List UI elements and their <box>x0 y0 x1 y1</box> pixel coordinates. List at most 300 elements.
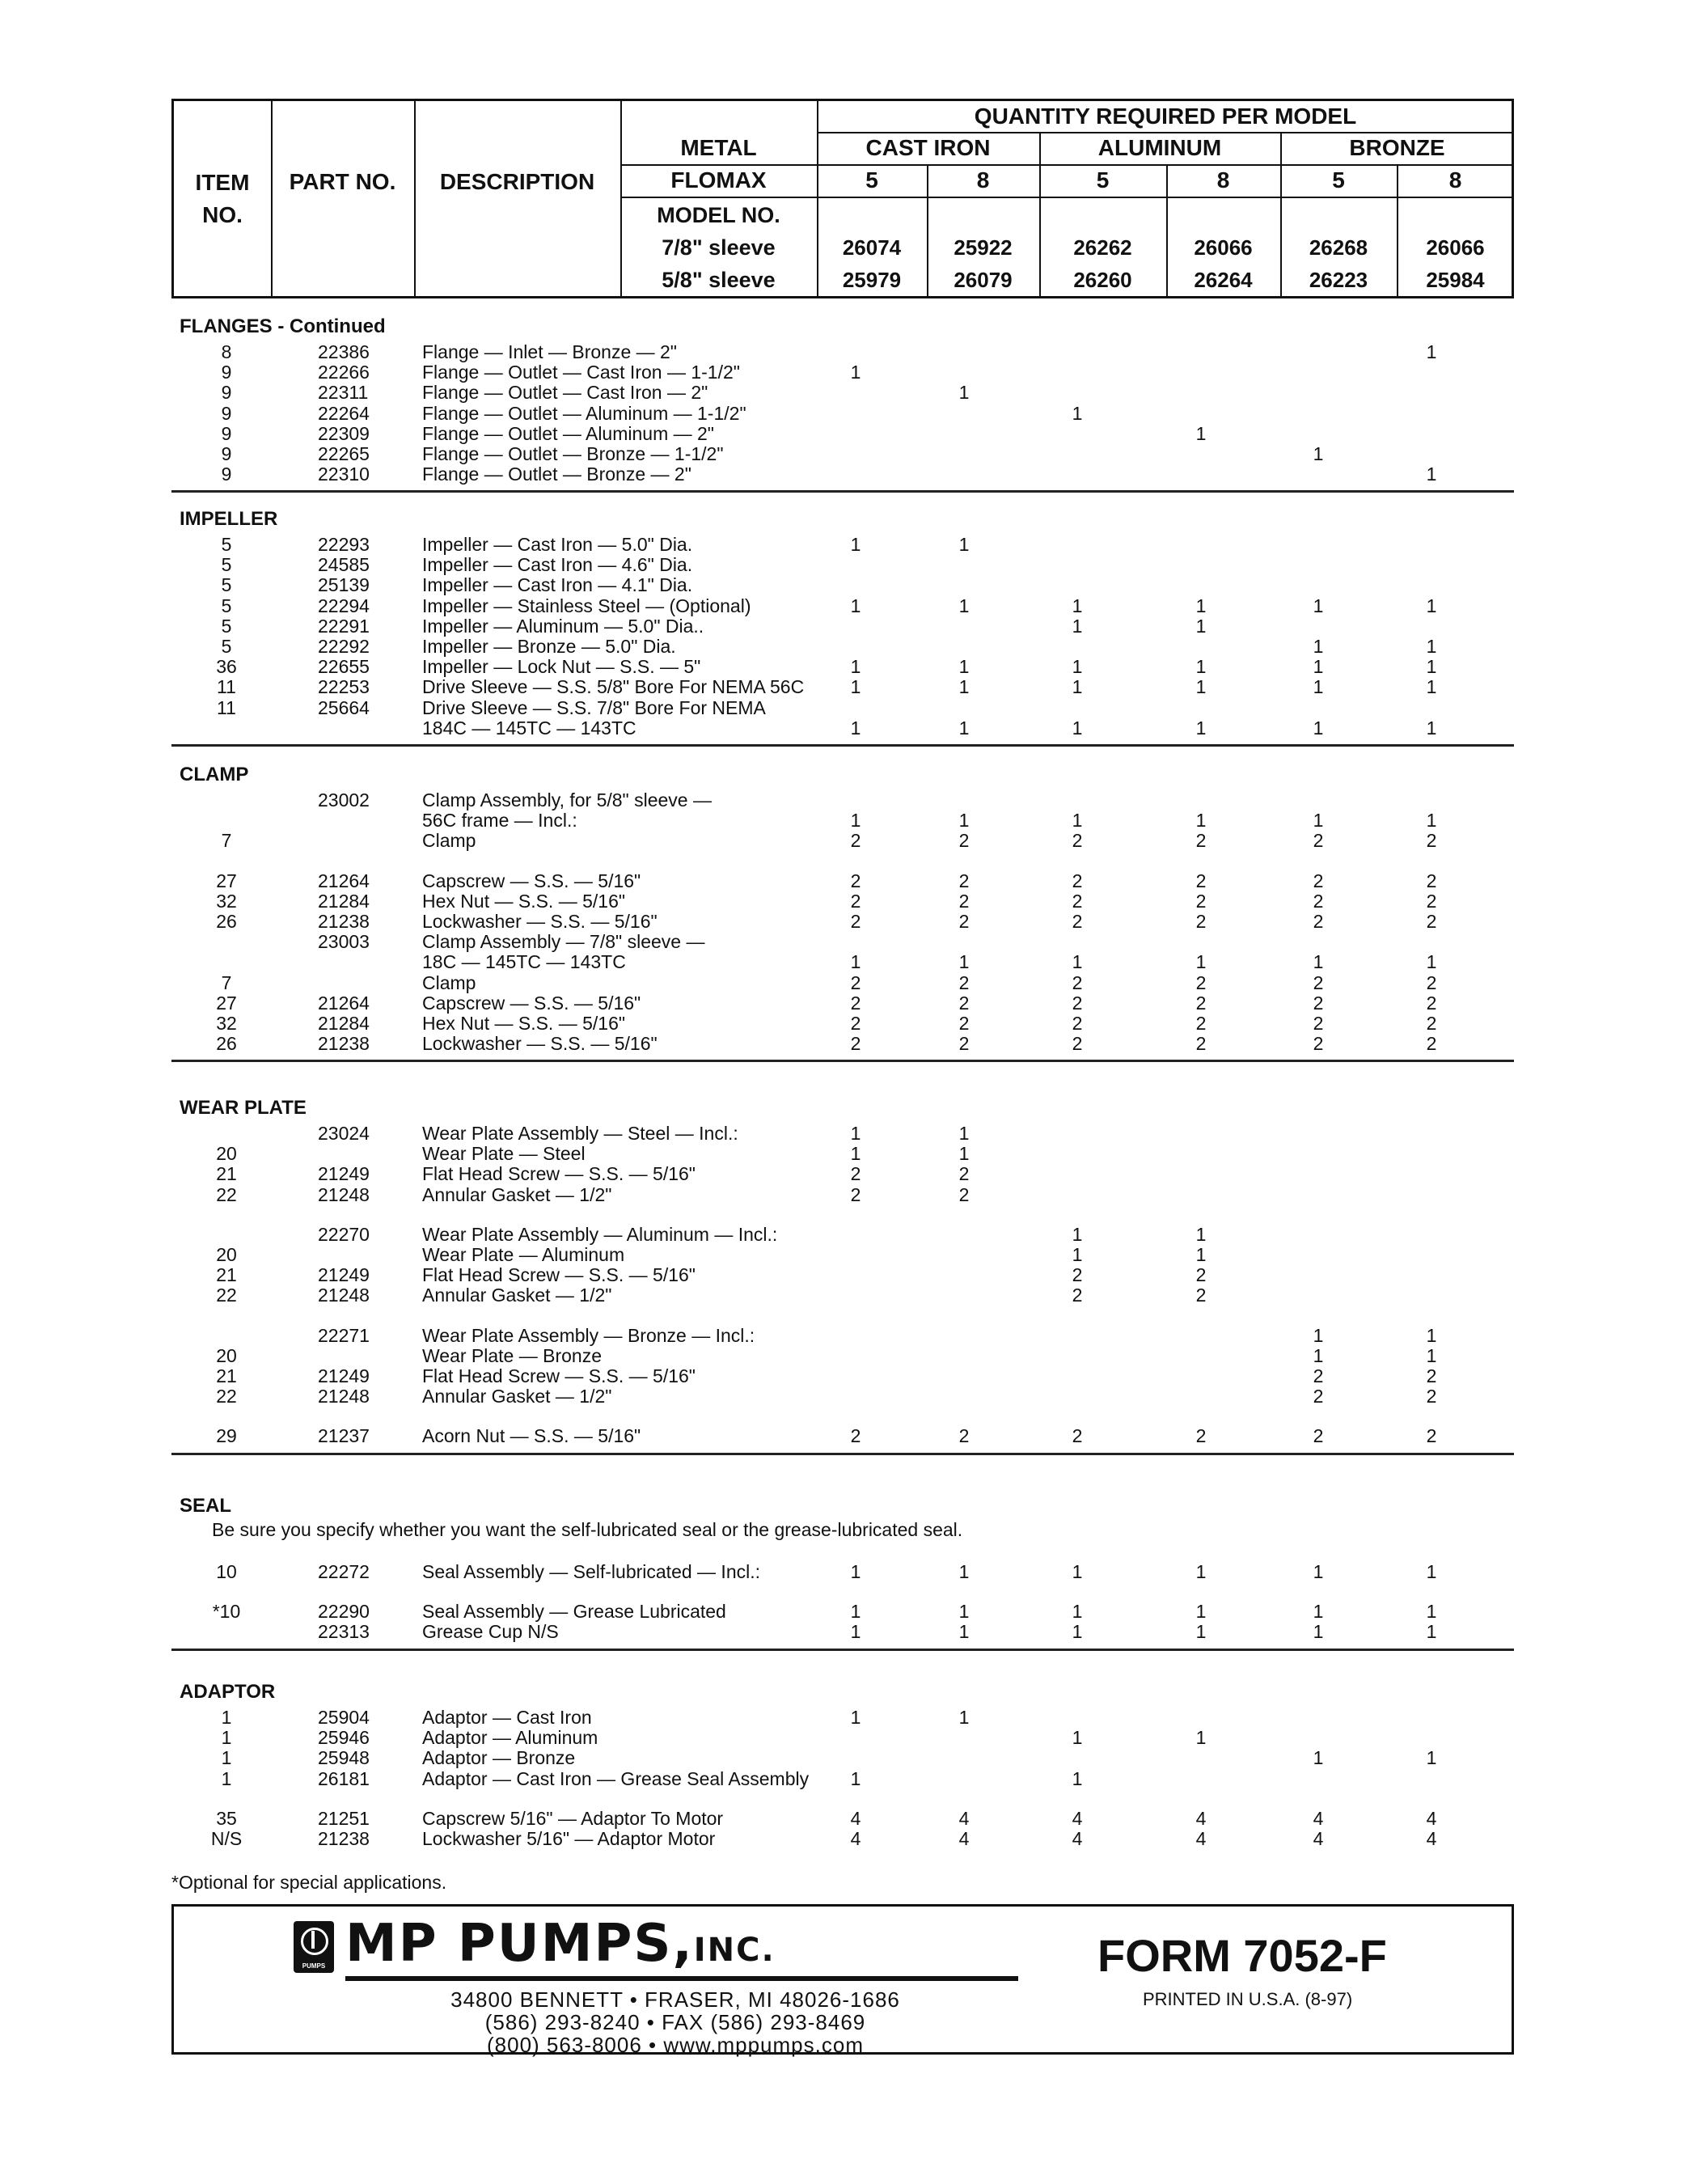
section-divider <box>171 1649 1514 1651</box>
quantity-cell: 1 <box>850 1123 861 1144</box>
description-cell: Clamp Assembly, for 5/8" sleeve — <box>422 789 712 811</box>
description-cell: Adaptor — Cast Iron <box>422 1707 592 1728</box>
quantity-cell: 1 <box>1195 595 1207 616</box>
quantity-cell: 1 <box>1072 1727 1083 1749</box>
section-divider <box>171 744 1514 747</box>
description-cell: Drive Sleeve — S.S. 7/8" Bore For NEMA <box>422 696 766 718</box>
quantity-cell: 2 <box>1313 870 1324 891</box>
part-no-cell: 23002 <box>318 789 370 811</box>
model-78: 26066 <box>1194 235 1253 260</box>
quantity-cell: 2 <box>1072 1285 1083 1306</box>
part-no-cell: 22655 <box>318 656 370 678</box>
part-no-cell: 24585 <box>318 554 370 576</box>
table-row <box>0 382 1683 403</box>
item-no-cell: 5 <box>221 615 232 637</box>
part-no-cell: 22265 <box>318 443 370 464</box>
description-cell: Flange — Outlet — Cast Iron — 2" <box>422 382 708 404</box>
quantity-cell: 2 <box>1072 911 1083 932</box>
table-row <box>0 636 1683 657</box>
quantity-cell: 1 <box>1313 1324 1324 1346</box>
description-cell: Clamp <box>422 830 476 852</box>
item-no-cell: 5 <box>221 554 232 576</box>
table-row <box>0 951 1683 972</box>
table-row <box>0 1123 1683 1144</box>
quantity-cell: 2 <box>1195 830 1207 852</box>
description-cell: Wear Plate Assembly — Bronze — Incl.: <box>422 1324 755 1346</box>
flomax-value: 5 <box>1096 167 1110 193</box>
table-row <box>0 1601 1683 1622</box>
quantity-cell: 2 <box>1313 1033 1324 1055</box>
quantity-cell: 2 <box>850 971 861 993</box>
part-no-cell: 21249 <box>318 1163 370 1185</box>
quantity-cell: 1 <box>1072 810 1083 832</box>
quantity-cell: 1 <box>1072 1621 1083 1643</box>
quantity-cell: 1 <box>958 1621 970 1643</box>
section-divider <box>171 490 1514 493</box>
description-cell: Wear Plate — Aluminum <box>422 1244 625 1265</box>
table-row <box>0 717 1683 739</box>
item-no-cell: 7 <box>221 830 232 852</box>
quantity-cell: 1 <box>850 1707 861 1728</box>
quantity-cell: 1 <box>1195 1727 1207 1749</box>
table-row <box>0 676 1683 697</box>
model-78: 25922 <box>954 235 1013 260</box>
quantity-cell: 2 <box>1426 1365 1437 1386</box>
description-cell: Clamp Assembly — 7/8" sleeve — <box>422 931 705 953</box>
part-no-cell: 21249 <box>318 1365 370 1386</box>
part-no-cell: 22290 <box>318 1601 370 1623</box>
quantity-cell: 1 <box>1313 656 1324 678</box>
quantity-cell: 1 <box>958 676 970 698</box>
part-no-cell: 21237 <box>318 1425 370 1447</box>
item-no-cell: 9 <box>221 422 232 444</box>
quantity-cell: 1 <box>1426 656 1437 678</box>
quantity-cell: 1 <box>850 951 861 973</box>
quantity-cell: 2 <box>1072 1264 1083 1286</box>
part-no-cell: 22313 <box>318 1621 370 1643</box>
quantity-cell: 2 <box>958 992 970 1014</box>
item-no-cell: 22 <box>216 1386 237 1407</box>
item-no-cell: 35 <box>216 1807 237 1829</box>
quantity-cell: 1 <box>1313 951 1324 973</box>
table-row <box>0 891 1683 912</box>
table-row <box>0 616 1683 637</box>
part-no-cell: 22293 <box>318 534 370 555</box>
quantity-cell: 1 <box>1195 951 1207 973</box>
item-no-cell: N/S <box>210 1828 243 1849</box>
quantity-cell: 4 <box>1072 1807 1083 1829</box>
flomax-value: 5 <box>1332 167 1345 193</box>
quantity-cell: 2 <box>850 1163 861 1185</box>
item-no-cell: 9 <box>221 443 232 464</box>
quantity-cell: 4 <box>850 1807 861 1829</box>
item-no-cell: 21 <box>216 1163 237 1185</box>
quantity-cell: 1 <box>1426 1601 1437 1623</box>
quantity-cell: 1 <box>850 1621 861 1643</box>
section-title: IMPELLER <box>180 508 278 530</box>
flomax-value: 5 <box>865 167 878 193</box>
flomax-value: 8 <box>976 167 990 193</box>
quantity-cell: 2 <box>1313 890 1324 912</box>
quantity-cell: 2 <box>850 1183 861 1205</box>
quantity-cell: 2 <box>1313 1386 1324 1407</box>
item-no-cell: 20 <box>216 1143 237 1165</box>
quantity-cell: 4 <box>1313 1828 1324 1849</box>
quantity-cell: 1 <box>1072 1223 1083 1245</box>
quantity-cell: 2 <box>958 870 970 891</box>
quantity-cell: 2 <box>850 890 861 912</box>
section-title: ADAPTOR <box>180 1681 276 1703</box>
quantity-cell: 1 <box>1072 1244 1083 1265</box>
quantity-cell: 1 <box>1195 717 1207 739</box>
sleeve-58-label: 5/8" sleeve <box>662 268 776 292</box>
item-no-cell: 9 <box>221 402 232 424</box>
part-no-cell: 21249 <box>318 1264 370 1286</box>
item-no-cell: 1 <box>221 1767 232 1789</box>
quantity-cell: 2 <box>958 1183 970 1205</box>
item-no-cell: 29 <box>216 1425 237 1447</box>
quantity-cell: 4 <box>1313 1807 1324 1829</box>
table-row <box>0 830 1683 851</box>
quantity-cell: 1 <box>1313 717 1324 739</box>
quantity-cell: 2 <box>1313 911 1324 932</box>
description-cell: Impeller — Lock Nut — S.S. — 5" <box>422 656 701 678</box>
quantity-cell: 2 <box>958 1163 970 1185</box>
section-title: SEAL <box>180 1495 232 1517</box>
quantity-cell: 1 <box>1426 1344 1437 1366</box>
quantity-cell: 1 <box>958 1561 970 1582</box>
quantity-cell: 1 <box>1313 595 1324 616</box>
part-no-cell: 22292 <box>318 636 370 657</box>
item-no-cell: 32 <box>216 1013 237 1034</box>
quantity-cell: 2 <box>1195 890 1207 912</box>
company-address: 34800 BENNETT • FRASER, MI 48026-1686 <box>450 1987 900 2012</box>
table-row <box>0 1621 1683 1642</box>
model-78: 26074 <box>842 235 902 260</box>
quantity-cell: 1 <box>958 1707 970 1728</box>
quantity-cell: 4 <box>1426 1828 1437 1849</box>
quantity-cell: 2 <box>1195 1285 1207 1306</box>
quantity-cell: 1 <box>1426 717 1437 739</box>
quantity-cell: 2 <box>1426 911 1437 932</box>
table-row <box>0 1808 1683 1829</box>
description-cell: 56C frame — Incl.: <box>422 810 577 832</box>
quantity-cell: 2 <box>1313 830 1324 852</box>
item-no-cell: 8 <box>221 341 232 362</box>
quantity-cell: 1 <box>1426 1747 1437 1769</box>
quantity-cell: 4 <box>1426 1807 1437 1829</box>
description-cell: Flange — Outlet — Cast Iron — 1-1/2" <box>422 362 740 383</box>
table-row <box>0 972 1683 993</box>
item-no-cell: *10 <box>212 1601 241 1623</box>
quantity-cell: 2 <box>1426 830 1437 852</box>
description-cell: Flat Head Screw — S.S. — 5/16" <box>422 1163 696 1185</box>
item-no-cell: 5 <box>221 636 232 657</box>
quantity-cell: 2 <box>958 971 970 993</box>
quantity-cell: 1 <box>850 362 861 383</box>
metal-label: METAL <box>680 135 757 160</box>
item-no-cell: 26 <box>216 1033 237 1055</box>
part-no-cell: 21264 <box>318 870 370 891</box>
section-note: Be sure you specify whether you want the self-lubricated seal or the grease-lubricated seal. <box>212 1519 963 1540</box>
quantity-cell: 4 <box>850 1828 861 1849</box>
quantity-cell: 1 <box>958 717 970 739</box>
description-cell: Flange — Outlet — Aluminum — 2" <box>422 422 714 444</box>
quantity-cell: 1 <box>1426 636 1437 657</box>
quantity-cell: 2 <box>1426 870 1437 891</box>
part-no-cell: 22310 <box>318 463 370 485</box>
part-no-cell: 21248 <box>318 1183 370 1205</box>
table-row <box>0 931 1683 952</box>
description-cell: Lockwasher 5/16" — Adaptor Motor <box>422 1828 716 1849</box>
flomax-label: FLOMAX <box>670 167 767 193</box>
quantity-cell: 1 <box>1072 1561 1083 1582</box>
part-no-cell: 25948 <box>318 1747 370 1769</box>
item-no-cell: 11 <box>217 676 236 698</box>
table-row <box>0 1386 1683 1407</box>
item-no-cell: 22 <box>216 1183 237 1205</box>
table-row <box>0 1285 1683 1306</box>
part-no-cell: 21238 <box>318 911 370 932</box>
quantity-cell: 1 <box>1195 1561 1207 1582</box>
quantity-cell: 1 <box>1313 676 1324 698</box>
part-no-cell: 22266 <box>318 362 370 383</box>
table-row <box>0 1768 1683 1789</box>
table-row <box>0 789 1683 811</box>
quantity-cell: 4 <box>1195 1807 1207 1829</box>
section-divider <box>171 1060 1514 1062</box>
description-cell: Impeller — Cast Iron — 4.6" Dia. <box>422 554 693 576</box>
table-row <box>0 1747 1683 1768</box>
part-no-cell: 23024 <box>318 1123 370 1144</box>
table-row <box>0 1727 1683 1748</box>
company-toll-web: (800) 563-8006 • www.mppumps.com <box>487 2033 864 2057</box>
quantity-cell: 1 <box>1426 676 1437 698</box>
quantity-cell: 1 <box>958 656 970 678</box>
part-no-cell: 21251 <box>318 1807 370 1829</box>
header-table <box>171 99 1514 298</box>
quantity-cell: 1 <box>1195 1223 1207 1245</box>
section-title: FLANGES - Continued <box>180 315 386 337</box>
quantity-cell: 1 <box>1195 615 1207 637</box>
quantity-cell: 1 <box>850 1143 861 1165</box>
quantity-cell: 1 <box>850 717 861 739</box>
part-no-cell: 21238 <box>318 1033 370 1055</box>
part-no-cell: 21248 <box>318 1285 370 1306</box>
quantity-cell: 2 <box>1195 1425 1207 1447</box>
description-cell: Impeller — Aluminum — 5.0" Dia.. <box>422 615 704 637</box>
quantity-cell: 2 <box>1313 1365 1324 1386</box>
item-no-cell: 27 <box>216 870 237 891</box>
table-row <box>0 1184 1683 1205</box>
quantity-cell: 2 <box>1072 890 1083 912</box>
quantity-cell: 2 <box>1072 992 1083 1014</box>
quantity-cell: 1 <box>1426 1324 1437 1346</box>
description-cell: Annular Gasket — 1/2" <box>422 1183 612 1205</box>
table-row <box>0 697 1683 718</box>
part-no-cell: 21284 <box>318 1013 370 1034</box>
description-cell: Seal Assembly — Grease Lubricated <box>422 1601 726 1623</box>
quantity-cell: 2 <box>1313 992 1324 1014</box>
quantity-cell: 1 <box>958 534 970 555</box>
company-logo-text: MP PUMPS,INC. <box>345 1914 776 1974</box>
description-cell: Flange — Outlet — Aluminum — 1-1/2" <box>422 402 746 424</box>
model-no-label: MODEL NO. <box>657 203 780 227</box>
model-58: 26223 <box>1309 268 1368 292</box>
part-no-cell: 22272 <box>318 1561 370 1582</box>
quantity-cell: 2 <box>1072 1033 1083 1055</box>
table-row <box>0 423 1683 444</box>
quantity-cell: 2 <box>1426 1386 1437 1407</box>
quantity-cell: 1 <box>1195 1621 1207 1643</box>
item-no-cell: 27 <box>216 992 237 1014</box>
quantity-cell: 2 <box>1426 890 1437 912</box>
part-no-cell: 21264 <box>318 992 370 1014</box>
quantity-cell: 1 <box>850 1767 861 1789</box>
flomax-value: 8 <box>1448 167 1462 193</box>
metal-cast-iron: CAST IRON <box>865 135 991 160</box>
description-cell: Flange — Outlet — Bronze — 2" <box>422 463 691 485</box>
quantity-cell: 2 <box>1072 1013 1083 1034</box>
table-row <box>0 810 1683 831</box>
quantity-cell: 2 <box>850 911 861 932</box>
quantity-cell: 1 <box>1426 951 1437 973</box>
quantity-cell: 1 <box>958 1143 970 1165</box>
metal-aluminum: ALUMINUM <box>1097 135 1222 160</box>
quantity-cell: 1 <box>958 382 970 404</box>
table-row <box>0 574 1683 595</box>
quantity-cell: 2 <box>850 1013 861 1034</box>
item-no-cell: 32 <box>216 890 237 912</box>
part-no-cell: 25946 <box>318 1727 370 1749</box>
table-row <box>0 534 1683 555</box>
section-title: WEAR PLATE <box>180 1097 307 1119</box>
quantity-cell: 4 <box>958 1807 970 1829</box>
quantity-cell: 1 <box>958 951 970 973</box>
quantity-cell: 1 <box>1195 422 1207 444</box>
quantity-cell: 2 <box>1195 971 1207 993</box>
part-no-cell: 26181 <box>318 1767 370 1789</box>
quantity-cell: 1 <box>1072 595 1083 616</box>
quantity-cell: 1 <box>1072 656 1083 678</box>
quantity-cell: 2 <box>958 830 970 852</box>
footnote: *Optional for special applications. <box>171 1872 447 1893</box>
part-no-cell: 22264 <box>318 402 370 424</box>
description-cell: Flange — Inlet — Bronze — 2" <box>422 341 677 362</box>
description-cell: Wear Plate Assembly — Steel — Incl.: <box>422 1123 738 1144</box>
quantity-cell: 1 <box>958 810 970 832</box>
description-cell: Wear Plate Assembly — Aluminum — Incl.: <box>422 1223 778 1245</box>
part-no-cell: 25904 <box>318 1707 370 1728</box>
item-no-cell: 7 <box>221 971 232 993</box>
description-cell: Lockwasher — S.S. — 5/16" <box>422 911 658 932</box>
description-cell: Wear Plate — Bronze <box>422 1344 603 1366</box>
description-cell: Adaptor — Bronze <box>422 1747 576 1769</box>
table-row <box>0 1264 1683 1285</box>
quantity-cell: 2 <box>1313 1013 1324 1034</box>
quantity-cell: 1 <box>1426 1561 1437 1582</box>
table-row <box>0 1244 1683 1265</box>
quantity-cell: 2 <box>1195 870 1207 891</box>
table-row <box>0 1425 1683 1446</box>
item-no-cell: 10 <box>216 1561 237 1582</box>
description-cell: Impeller — Cast Iron — 5.0" Dia. <box>422 534 693 555</box>
quantity-cell: 1 <box>1072 717 1083 739</box>
part-no-cell: 22386 <box>318 341 370 362</box>
part-no-header: PART NO. <box>289 169 396 194</box>
item-no-cell: 20 <box>216 1244 237 1265</box>
table-row <box>0 1033 1683 1054</box>
quantity-cell: 2 <box>1072 971 1083 993</box>
quantity-cell: 2 <box>1313 1425 1324 1447</box>
quantity-cell: 1 <box>1195 810 1207 832</box>
table-row <box>0 403 1683 424</box>
description-cell: Impeller — Cast Iron — 4.1" Dia. <box>422 574 693 596</box>
quantity-cell: 2 <box>850 1033 861 1055</box>
table-row <box>0 1013 1683 1034</box>
quantity-cell: 1 <box>1195 656 1207 678</box>
quantity-cell: 2 <box>1195 992 1207 1014</box>
description-cell: Flat Head Screw — S.S. — 5/16" <box>422 1365 696 1386</box>
description-cell: Drive Sleeve — S.S. 5/8" Bore For NEMA 56C <box>422 676 805 698</box>
item-no-header: ITEM NO. <box>195 170 250 227</box>
item-no-cell: 11 <box>217 696 236 718</box>
quantity-cell: 1 <box>850 656 861 678</box>
quantity-cell: 2 <box>1426 1425 1437 1447</box>
description-cell: Hex Nut — S.S. — 5/16" <box>422 1013 626 1034</box>
quantity-cell: 1 <box>1313 1344 1324 1366</box>
part-no-cell: 25139 <box>318 574 370 596</box>
quantity-cell: 1 <box>1426 341 1437 362</box>
description-cell: 18C — 145TC — 143TC <box>422 951 626 973</box>
table-row <box>0 1163 1683 1184</box>
quantity-cell: 2 <box>1313 971 1324 993</box>
quantity-cell: 1 <box>850 1561 861 1582</box>
description-header: DESCRIPTION <box>439 169 595 194</box>
quantity-cell: 1 <box>1313 1561 1324 1582</box>
quantity-cell: 2 <box>850 1425 861 1447</box>
description-cell: Wear Plate — Steel <box>422 1143 586 1165</box>
quantity-cell: 1 <box>1072 951 1083 973</box>
mp-logo-icon: PUMPS <box>294 1921 334 1973</box>
model-78: 26262 <box>1073 235 1132 260</box>
part-no-cell: 21248 <box>318 1386 370 1407</box>
table-row <box>0 1707 1683 1728</box>
table-row <box>0 341 1683 362</box>
description-cell: Acorn Nut — S.S. — 5/16" <box>422 1425 641 1447</box>
quantity-cell: 1 <box>1072 402 1083 424</box>
model-58: 26260 <box>1073 268 1132 292</box>
item-no-cell: 5 <box>221 595 232 616</box>
item-no-cell: 1 <box>221 1727 232 1749</box>
quantity-cell: 1 <box>1072 1767 1083 1789</box>
quantity-cell: 1 <box>958 595 970 616</box>
part-no-cell: 22271 <box>318 1324 370 1346</box>
quantity-cell: 2 <box>1426 992 1437 1014</box>
description-cell: Seal Assembly — Self-lubricated — Incl.: <box>422 1561 760 1582</box>
description-cell: Capscrew — S.S. — 5/16" <box>422 870 641 891</box>
model-58: 26079 <box>954 268 1013 292</box>
model-78: 26066 <box>1426 235 1485 260</box>
printed-note: PRINTED IN U.S.A. (8-97) <box>1143 1989 1353 2009</box>
quantity-cell: 2 <box>1195 911 1207 932</box>
description-cell: Flange — Outlet — Bronze — 1-1/2" <box>422 443 724 464</box>
description-cell: Flat Head Screw — S.S. — 5/16" <box>422 1264 696 1286</box>
item-no-cell: 36 <box>216 656 237 678</box>
part-no-cell: 22253 <box>318 676 370 698</box>
quantity-cell: 1 <box>1313 636 1324 657</box>
table-row <box>0 1325 1683 1346</box>
